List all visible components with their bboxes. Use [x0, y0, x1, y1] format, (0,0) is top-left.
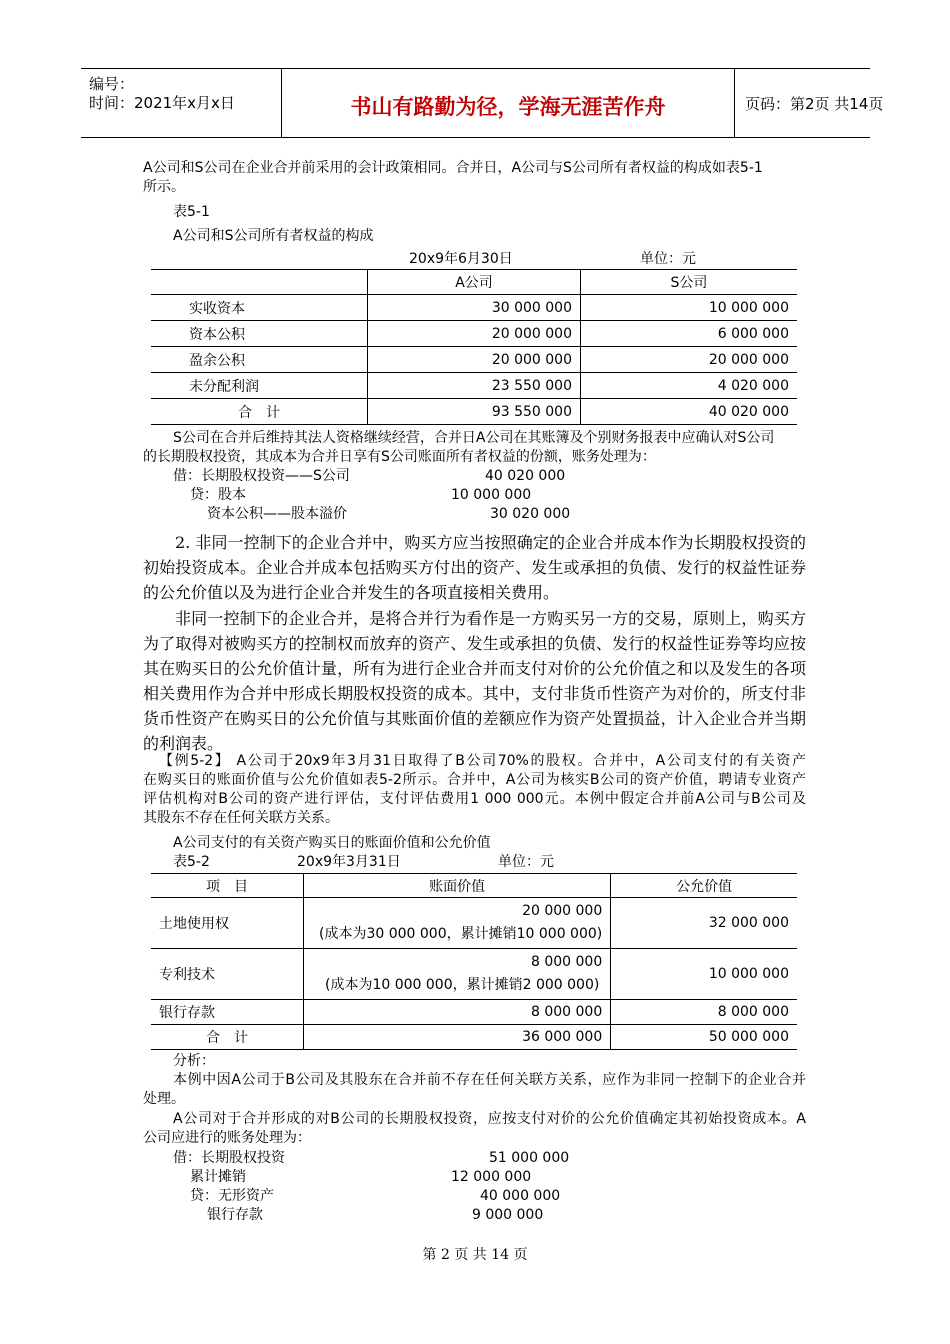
row-book-cell	[304, 898, 611, 949]
example-line-4: 其股东不存在任何关联方关系。	[143, 810, 339, 826]
entry-label: 累计摊销	[190, 1169, 246, 1185]
header-cell-a: A公司	[368, 270, 581, 295]
entry-amount: 30 020 000	[490, 506, 571, 522]
total-fair-value: 50 000 000	[611, 1025, 797, 1050]
after51-line-1: S公司在合并后维持其法人资格继续经营，合并日A公司在其账簿及个别财务报表中应确认对S公司	[173, 430, 775, 446]
paragraph-1: 2. 非同一控制下的企业合并中，购买方应当按照确定的企业合并成本作为长期股权投资的初始投资成本。企业合并成本包括购买方付出的资产、发生或承担的负债、发行的权益性证券的公允价值以及为进行企业合并发生的各项直接相关费用。	[143, 533, 806, 602]
table-row	[151, 347, 797, 373]
row-a-value: 20 000 000	[368, 321, 581, 347]
header-cell-book: 账面价值	[304, 874, 611, 898]
header-cell-s: S公司	[581, 270, 798, 295]
intro-line-1: A公司和S公司在企业合并前采用的会计政策相同。合并日，A公司与S公司所有者权益的构成如表5-1	[143, 160, 763, 176]
entry-label: 借：长期股权投资——S公司	[173, 468, 350, 484]
table-row	[151, 898, 797, 949]
total-book-value: 36 000 000	[304, 1025, 611, 1050]
total-label: 合 计	[151, 1025, 304, 1050]
total-label: 合 计	[151, 399, 368, 425]
entry-amount: 12 000 000	[451, 1169, 532, 1185]
row-item: 未分配利润	[151, 373, 368, 399]
entry-amount: 9 000 000	[472, 1207, 544, 1223]
analysis-line-1: 本例中因A公司于B公司及其股东在合并前不存在任何关联方关系，应作为非同一控制下的企业合并	[173, 1072, 806, 1088]
row-a-value: 20 000 000	[368, 347, 581, 373]
table-row	[151, 295, 797, 321]
row-s-value: 4 020 000	[581, 373, 798, 399]
table51-label: 表5-1	[173, 204, 210, 220]
table-total-row	[151, 399, 797, 425]
table-5-2	[151, 873, 797, 1050]
analysis-title: 分析：	[173, 1053, 215, 1069]
row-book-value: 8 000 000	[530, 954, 603, 970]
page-header	[81, 68, 884, 138]
row-book-value: 8 000 000	[304, 1000, 611, 1025]
example-line-3: 评估机构对B公司的资产进行评估，支付评估费用1 000 000元。本例中假定合并前A公司与B公司及	[143, 791, 806, 807]
row-a-value: 23 550 000	[368, 373, 581, 399]
table51-unit: 单位：元	[640, 251, 696, 267]
entry-label: 贷：无形资产	[190, 1188, 274, 1204]
row-s-value: 20 000 000	[581, 347, 798, 373]
paragraph-2: 非同一控制下的企业合并，是将合并行为看作是一方购买另一方的交易，原则上，购买方为了取得对被购买方的控制权而放弃的资产、发生或承担的负债、发行的权益性证券等均应按其在购买日的公允价值计量，所有为进行企业合并而支付对价的公允价值之和以及发生的各项相关费用作为合并中形成长期股权投资的成本。其中，支付非货币性资产为对价的，所支付非货币性资产在购买日的公允价值与其账面价值的差额应作为资产处置损益，计入企业合并当期的利润表。	[143, 609, 806, 753]
table-5-1	[151, 269, 797, 425]
table52-caption: A公司支付的有关资产购买日的账面价值和公允价值	[173, 835, 491, 851]
row-item: 实收资本	[151, 295, 368, 321]
row-s-value: 6 000 000	[581, 321, 798, 347]
table-row	[151, 321, 797, 347]
header-cell-empty	[151, 270, 368, 295]
total-a-value: 93 550 000	[368, 399, 581, 425]
row-item: 盈余公积	[151, 347, 368, 373]
table-row	[151, 373, 797, 399]
table-header-row	[151, 270, 797, 295]
row-book-note: (成本为10 000 000，累计摊销2 000 000)	[325, 977, 600, 993]
table51-date: 20x9年6月30日	[409, 251, 513, 267]
entry-label: 借：长期股权投资	[173, 1150, 285, 1166]
table52-date: 20x9年3月31日	[297, 854, 401, 870]
after51-line-2: 的长期股权投资，其成本为合并日享有S公司账面所有者权益的份额，账务处理为：	[143, 449, 656, 465]
intro-line-2: 所示。	[143, 179, 185, 195]
entry-amount: 40 020 000	[485, 468, 566, 484]
entry-amount: 10 000 000	[451, 487, 532, 503]
row-s-value: 10 000 000	[581, 295, 798, 321]
header-left-cell	[81, 69, 282, 137]
number-label: 编号：	[89, 75, 135, 93]
table-row	[151, 949, 797, 1000]
entry-label: 贷：股本	[190, 487, 246, 503]
table-total-row	[151, 1025, 797, 1050]
date-label: 时间：2021年x月x日	[89, 94, 235, 112]
row-fair-value: 32 000 000	[611, 898, 797, 949]
header-center-cell	[282, 69, 735, 137]
row-a-value: 30 000 000	[368, 295, 581, 321]
row-fair-value: 10 000 000	[611, 949, 797, 1000]
motto: 书山有路勤为径，学海无涯苦作舟	[350, 95, 666, 119]
table51-caption: A公司和S公司所有者权益的构成	[173, 228, 374, 244]
header-cell-item: 项 目	[151, 874, 304, 898]
row-fair-value: 8 000 000	[611, 1000, 797, 1025]
table52-label: 表5-2	[173, 854, 210, 870]
header-right-cell	[735, 69, 884, 137]
total-s-value: 40 020 000	[581, 399, 798, 425]
row-book-note: (成本为30 000 000，累计摊销10 000 000)	[319, 926, 603, 942]
table-row	[151, 1000, 797, 1025]
row-item: 专利技术	[151, 949, 304, 1000]
row-book-cell	[304, 949, 611, 1000]
analysis-line-2: 处理。	[143, 1091, 185, 1107]
entry-label: 资本公积——股本溢价	[207, 506, 347, 522]
analysis-line-4: 公司应进行的账务处理为：	[143, 1130, 311, 1146]
row-book-value: 20 000 000	[522, 903, 603, 919]
table52-unit: 单位：元	[498, 854, 554, 870]
entry-amount: 51 000 000	[489, 1150, 570, 1166]
header-cell-fair: 公允价值	[611, 874, 797, 898]
row-item: 土地使用权	[151, 898, 304, 949]
row-item: 资本公积	[151, 321, 368, 347]
example-line-1: 【例5-2】 A公司于20x9年3月31日取得了B公司70%的股权。合并中，A公司支付的有关资产	[159, 753, 806, 769]
row-item: 银行存款	[151, 1000, 304, 1025]
entry-amount: 40 000 000	[480, 1188, 561, 1204]
page-number: 页码：第2页 共14页	[745, 95, 884, 113]
entry-label: 银行存款	[207, 1207, 263, 1223]
analysis-line-3: A公司对于合并形成的对B公司的长期股权投资，应按支付对价的公允价值确定其初始投资成本。A	[173, 1111, 806, 1127]
table-header-row	[151, 874, 797, 898]
example-line-2: 在购买日的账面价值与公允价值如表5-2所示。合并中，A公司为核实B公司的资产价值，聘请专业资产	[143, 772, 806, 788]
page-footer: 第 2 页 共 14 页	[422, 1247, 528, 1263]
